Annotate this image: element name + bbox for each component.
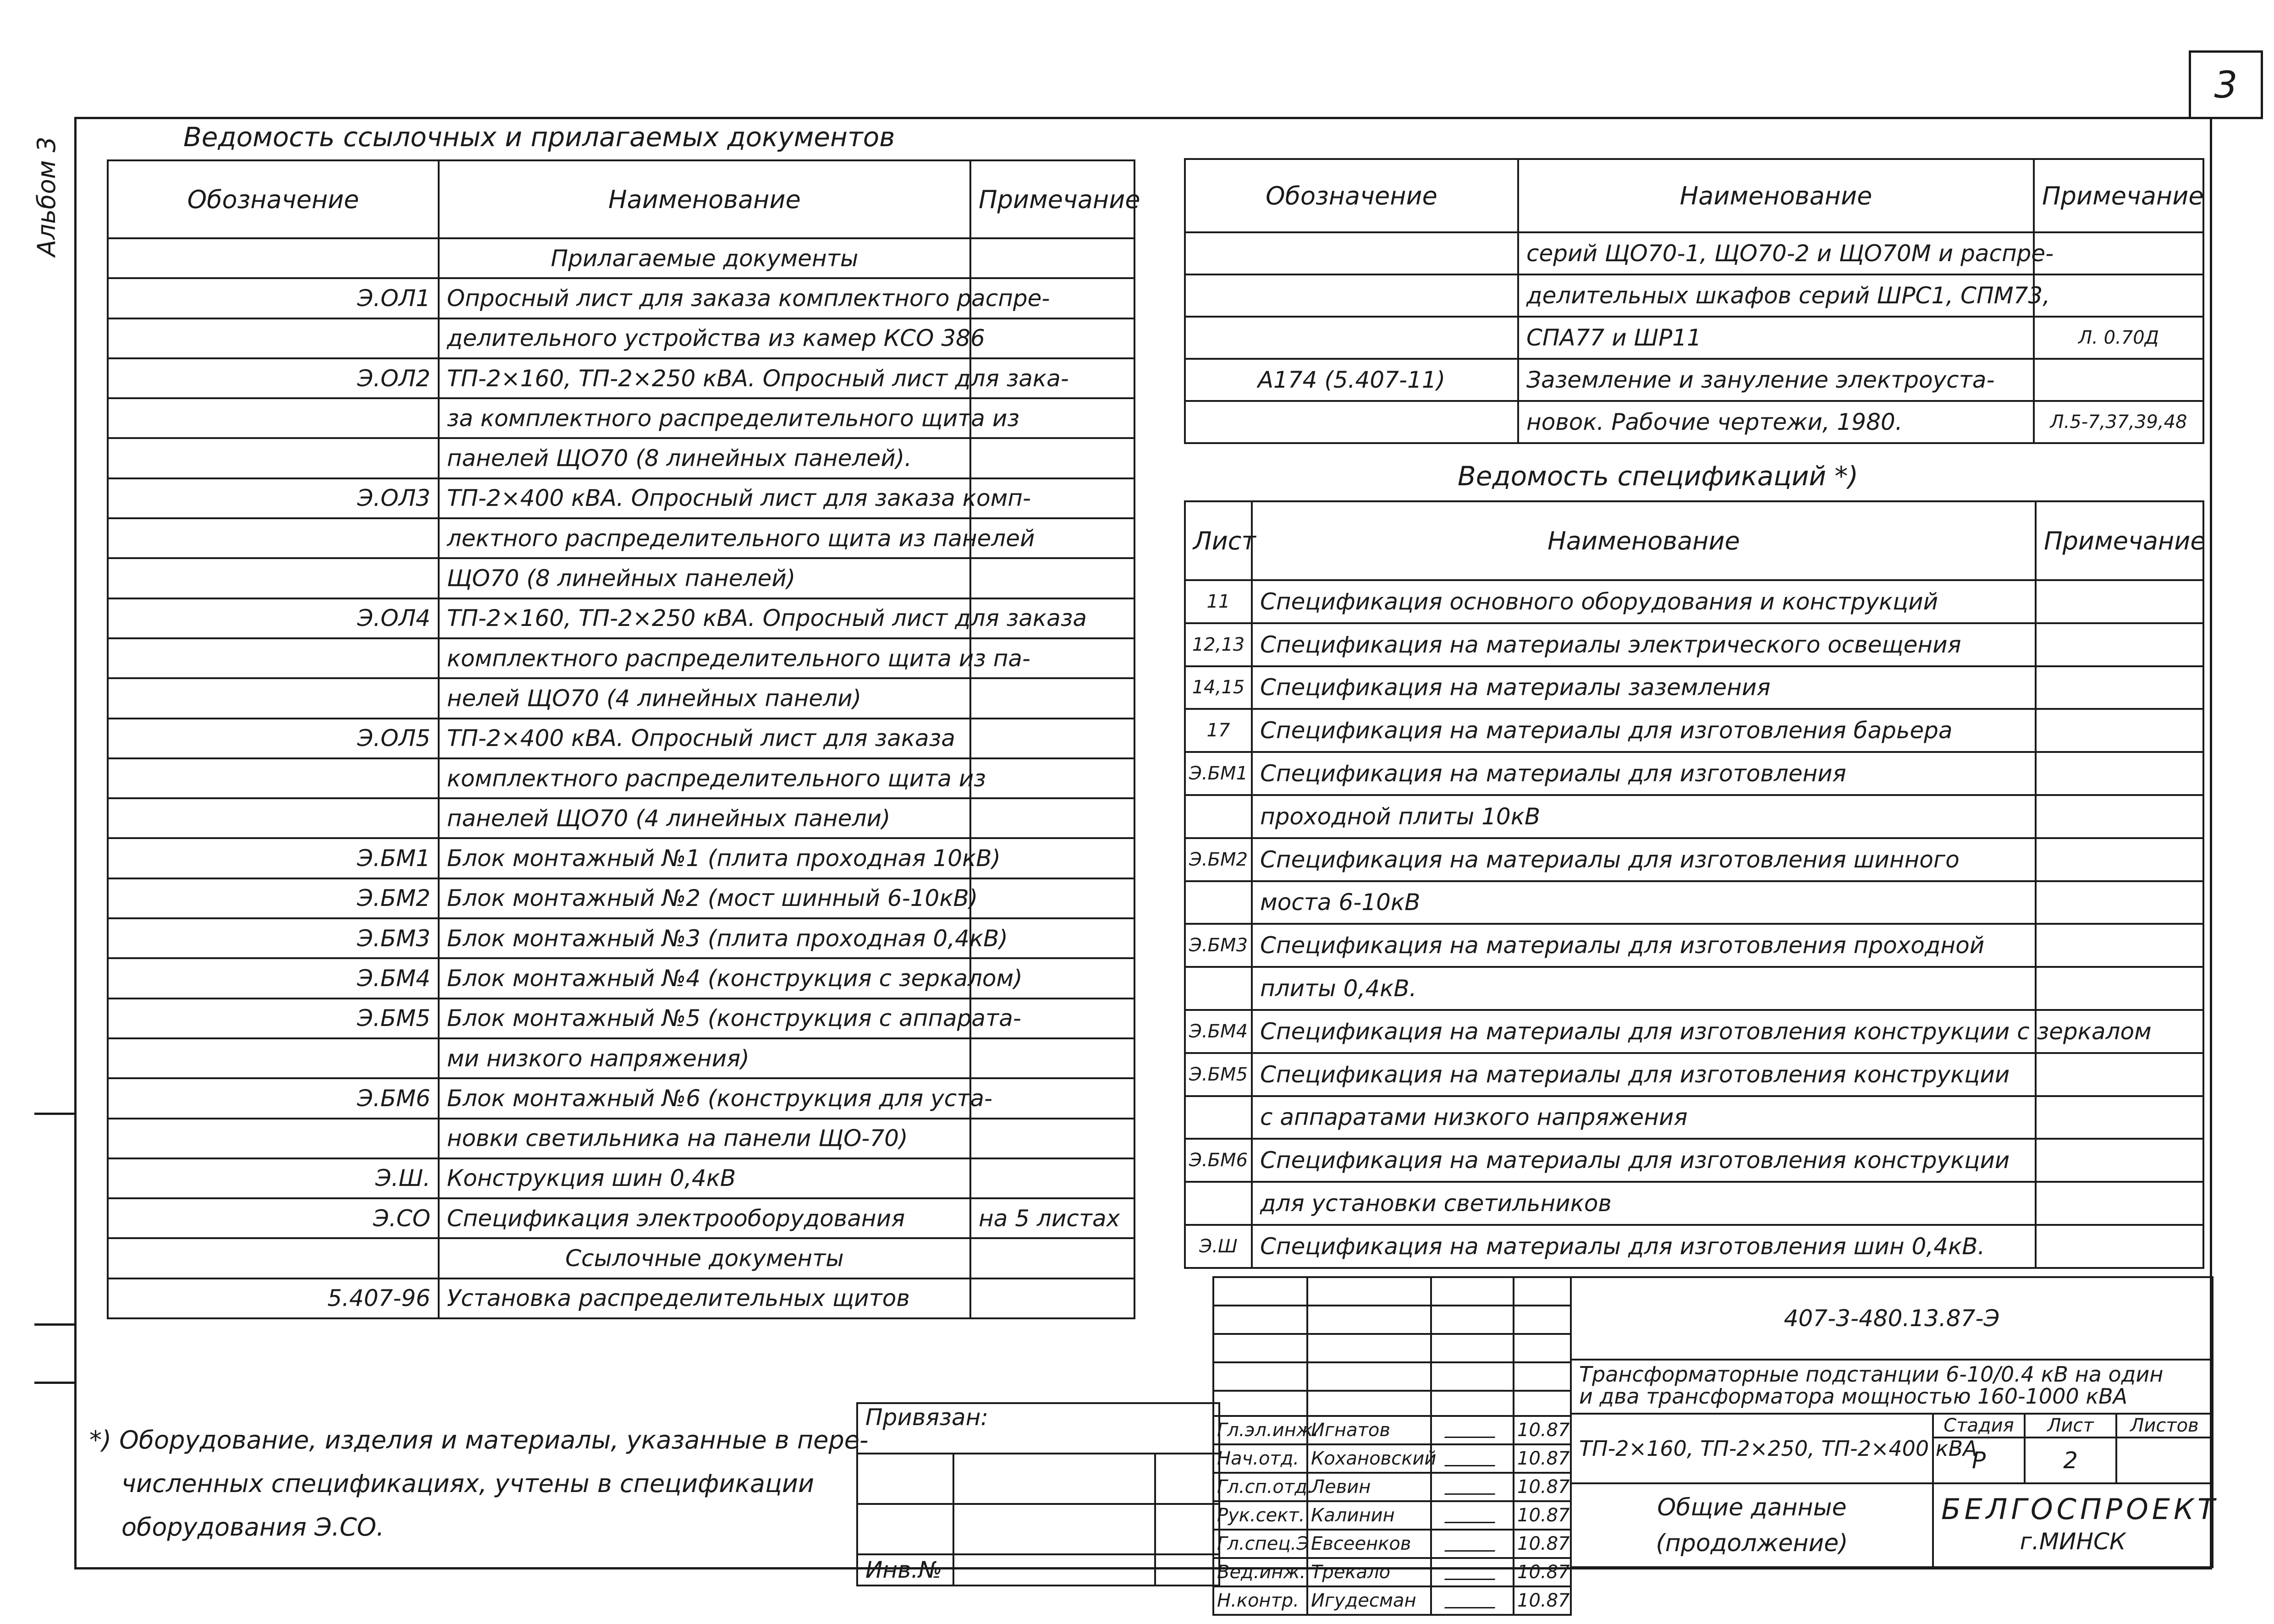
row-note bbox=[2036, 666, 2203, 709]
table-row bbox=[1185, 580, 2203, 623]
footnote-line: *) Оборудование, изделия и материалы, указанные в пере- bbox=[89, 1426, 869, 1454]
row-sheet bbox=[1185, 1096, 1252, 1139]
table-row bbox=[1185, 666, 2203, 709]
row-name: Спецификация на материалы для изготовления конструкции bbox=[1252, 1139, 2036, 1182]
row-code bbox=[1185, 317, 1518, 359]
row-note: на 5 листах bbox=[970, 1198, 1134, 1238]
signer-role: Вед.инж. bbox=[1213, 1558, 1307, 1586]
signature-row bbox=[1213, 1501, 1571, 1530]
row-code bbox=[108, 678, 439, 718]
row-name: ТП-2×160, ТП-2×250 кВА. Опросный лист для зака- bbox=[439, 358, 970, 398]
handwritten-signature bbox=[1444, 1565, 1500, 1580]
signature-row bbox=[1213, 1444, 1571, 1473]
row-name: для установки светильников bbox=[1252, 1182, 2036, 1225]
row-name: серий ЩО70-1, ЩО70-2 и ЩО70М и распре- bbox=[1518, 232, 2034, 274]
row-name: ТП-2×160, ТП-2×250 кВА. Опросный лист для заказа bbox=[439, 598, 970, 638]
row-code: Э.БМ6 bbox=[108, 1078, 439, 1118]
table-row bbox=[108, 958, 1134, 998]
row-name: ЩО70 (8 линейных панелей) bbox=[439, 558, 970, 598]
table-row bbox=[108, 999, 1134, 1038]
table-row bbox=[1185, 1182, 2203, 1225]
row-sheet bbox=[1185, 795, 1252, 838]
sheet-corner-number: 3 bbox=[2189, 50, 2263, 119]
row-sheet: 14,15 bbox=[1185, 666, 1252, 709]
row-code bbox=[108, 238, 439, 278]
row-name: Спецификация на материалы для изготовления барьера bbox=[1252, 709, 2036, 752]
row-sheet: Э.БМ4 bbox=[1185, 1010, 1252, 1053]
row-name: Блок монтажный №1 (плита проходная 10кВ) bbox=[439, 838, 970, 878]
row-name: Спецификация электрооборудования bbox=[439, 1198, 970, 1238]
row-name: ТП-2×400 кВА. Опросный лист для заказа bbox=[439, 719, 970, 758]
row-name: ТП-2×400 кВА. Опросный лист для заказа комп- bbox=[439, 478, 970, 518]
table-row bbox=[1185, 317, 2203, 359]
table-row bbox=[108, 678, 1134, 718]
table-row bbox=[1185, 1225, 2203, 1268]
row-note bbox=[2036, 967, 2203, 1010]
signature-mark bbox=[1431, 1473, 1514, 1501]
row-sheet bbox=[1185, 1182, 1252, 1225]
table-row bbox=[108, 358, 1134, 398]
row-name: Спецификация на материалы для изготовления шин 0,4кВ. bbox=[1252, 1225, 2036, 1268]
row-code bbox=[108, 438, 439, 478]
row-note bbox=[2036, 709, 2203, 752]
signer-role: Гл.спец.Э bbox=[1213, 1530, 1307, 1558]
signature-row bbox=[1213, 1473, 1571, 1501]
row-note bbox=[970, 1038, 1134, 1078]
row-note bbox=[2036, 1139, 2203, 1182]
row-name: лектного распределительного щита из панелей bbox=[439, 518, 970, 558]
signature-mark bbox=[1431, 1501, 1514, 1530]
col-header-name: Наименование bbox=[1518, 159, 2034, 232]
table-row bbox=[1185, 967, 2203, 1010]
signature-row bbox=[1213, 1530, 1571, 1558]
table-row bbox=[108, 598, 1134, 638]
row-name: панелей ЩО70 (8 линейных панелей). bbox=[439, 438, 970, 478]
table-row bbox=[1185, 401, 2203, 443]
footnote-line: численных спецификациях, учтены в спецификации bbox=[121, 1469, 815, 1498]
row-code bbox=[1185, 274, 1518, 317]
row-name: Спецификация на материалы для изготовления конструкции bbox=[1252, 1053, 2036, 1096]
row-name: Спецификация на материалы заземления bbox=[1252, 666, 2036, 709]
document-number: 407-3-480.13.87-Э bbox=[1571, 1277, 2213, 1360]
col-header-code: Обозначение bbox=[1185, 159, 1518, 232]
organization-name: БЕЛГОСПРОЕКТ bbox=[1941, 1492, 2219, 1526]
row-name: СПА77 и ШР11 bbox=[1518, 317, 2034, 359]
left-table-title: Ведомость ссылочных и прилагаемых документов bbox=[183, 121, 895, 153]
row-code bbox=[1185, 401, 1518, 443]
table-row bbox=[1185, 1139, 2203, 1182]
row-sheet: Э.БМ2 bbox=[1185, 838, 1252, 881]
row-code bbox=[1185, 232, 1518, 274]
table-row bbox=[108, 1158, 1134, 1198]
table-row bbox=[108, 838, 1134, 878]
row-note bbox=[2036, 924, 2203, 967]
row-name: Конструкция шин 0,4кВ bbox=[439, 1158, 970, 1198]
table-row bbox=[108, 398, 1134, 438]
table-row bbox=[1185, 359, 2203, 401]
row-note bbox=[2036, 838, 2203, 881]
row-name: Блок монтажный №3 (плита проходная 0,4кВ) bbox=[439, 918, 970, 958]
signer-role: Рук.сект. bbox=[1213, 1501, 1307, 1530]
row-code bbox=[108, 398, 439, 438]
row-code bbox=[108, 318, 439, 358]
project-title-line: Трансформаторные подстанции 6-10/0.4 кВ на один bbox=[1579, 1362, 2164, 1387]
row-sheet: Э.БМ3 bbox=[1185, 924, 1252, 967]
table-row bbox=[108, 1038, 1134, 1078]
table-row bbox=[1185, 709, 2203, 752]
row-name: плиты 0,4кВ. bbox=[1252, 967, 2036, 1010]
col-header-code: Обозначение bbox=[108, 160, 439, 238]
row-sheet: Э.Ш bbox=[1185, 1225, 1252, 1268]
row-name: Блок монтажный №4 (конструкция с зеркалом) bbox=[439, 958, 970, 998]
signer-role: Нач.отд. bbox=[1213, 1444, 1307, 1473]
row-note: Л.5-7,37,39,48 bbox=[2034, 401, 2203, 443]
col-header-name: Наименование bbox=[1252, 501, 2036, 580]
row-note bbox=[970, 318, 1134, 358]
row-note bbox=[2036, 1182, 2203, 1225]
margin-tick bbox=[34, 1113, 76, 1115]
signer-role: Гл.эл.инж. bbox=[1213, 1416, 1307, 1444]
row-code: Э.Ш. bbox=[108, 1158, 439, 1198]
row-name: делительных шкафов серий ШРС1, СПМ73, bbox=[1518, 274, 2034, 317]
row-sheet: 11 bbox=[1185, 580, 1252, 623]
row-name: новки светильника на панели ЩО-70) bbox=[439, 1119, 970, 1158]
table-row bbox=[108, 719, 1134, 758]
row-code bbox=[108, 518, 439, 558]
signer-name: Трекало bbox=[1307, 1558, 1431, 1586]
signature-mark bbox=[1431, 1586, 1514, 1615]
handwritten-signature bbox=[1444, 1593, 1500, 1608]
row-name: ми низкого напряжения) bbox=[439, 1038, 970, 1078]
row-name: Спецификация на материалы для изготовления bbox=[1252, 752, 2036, 795]
table-row bbox=[1185, 924, 2203, 967]
section-heading: Прилагаемые документы bbox=[439, 238, 970, 278]
signer-role: Н.контр. bbox=[1213, 1586, 1307, 1615]
signer-name: Игнатов bbox=[1307, 1416, 1431, 1444]
sign-date: 10.87 bbox=[1514, 1444, 1571, 1473]
row-code: Э.ОЛ3 bbox=[108, 478, 439, 518]
binding-box bbox=[856, 1402, 1220, 1586]
row-name: делительного устройства из камер КСО 386 bbox=[439, 318, 970, 358]
row-sheet: 12,13 bbox=[1185, 623, 1252, 666]
table-row bbox=[108, 558, 1134, 598]
row-code: А174 (5.407-11) bbox=[1185, 359, 1518, 401]
col-header-sheet: Лист bbox=[1185, 501, 1252, 580]
sign-date: 10.87 bbox=[1514, 1473, 1571, 1501]
table-row bbox=[108, 758, 1134, 798]
footnote bbox=[89, 1418, 869, 1549]
row-name: Спецификация на материалы электрического освещения bbox=[1252, 623, 2036, 666]
footnote-line: оборудования Э.СО. bbox=[121, 1513, 385, 1542]
signer-name: Левин bbox=[1307, 1473, 1431, 1501]
sign-date: 10.87 bbox=[1514, 1558, 1571, 1586]
signature-block bbox=[1212, 1276, 1572, 1616]
row-code: Э.ОЛ2 bbox=[108, 358, 439, 398]
table-row bbox=[1185, 623, 2203, 666]
row-name: моста 6-10кВ bbox=[1252, 881, 2036, 924]
table-row bbox=[108, 638, 1134, 678]
signer-name: Калинин bbox=[1307, 1501, 1431, 1530]
row-sheet bbox=[1185, 967, 1252, 1010]
row-note bbox=[970, 1238, 1134, 1278]
signature-mark bbox=[1431, 1530, 1514, 1558]
table-row bbox=[108, 1119, 1134, 1158]
signer-role: Гл.сп.отд. bbox=[1213, 1473, 1307, 1501]
row-note bbox=[970, 1078, 1134, 1118]
row-sheet bbox=[1185, 881, 1252, 924]
row-code bbox=[108, 1119, 439, 1158]
row-name: проходной плиты 10кВ bbox=[1252, 795, 2036, 838]
sheet-title-line: Общие данные bbox=[1657, 1493, 1847, 1521]
row-note bbox=[970, 238, 1134, 278]
row-name: Спецификация основного оборудования и конструкций bbox=[1252, 580, 2036, 623]
row-code: Э.БМ1 bbox=[108, 838, 439, 878]
signature-row bbox=[1213, 1558, 1571, 1586]
table-row bbox=[108, 238, 1134, 278]
references-table-continued bbox=[1184, 158, 2204, 444]
row-code: Э.ОЛ5 bbox=[108, 719, 439, 758]
signature-row bbox=[1213, 1416, 1571, 1444]
inv-label: Инв.№ bbox=[857, 1554, 953, 1586]
col-header-note: Примечание bbox=[970, 160, 1134, 238]
table-row bbox=[1185, 1010, 2203, 1053]
row-note bbox=[970, 878, 1134, 918]
col-header-name: Наименование bbox=[439, 160, 970, 238]
margin-tick bbox=[34, 1382, 76, 1384]
margin-tick bbox=[34, 1323, 76, 1326]
organization bbox=[1933, 1483, 2219, 1567]
privyazan-label: Привязан: bbox=[857, 1403, 1219, 1454]
section-heading: Ссылочные документы bbox=[439, 1238, 970, 1278]
row-name: Блок монтажный №5 (конструкция с аппарата- bbox=[439, 999, 970, 1038]
title-block bbox=[1570, 1276, 2219, 1568]
row-name: Установка распределительных щитов bbox=[439, 1278, 970, 1318]
row-name: комплектного распределительного щита из па- bbox=[439, 638, 970, 678]
row-code bbox=[108, 638, 439, 678]
row-note bbox=[2036, 623, 2203, 666]
album-label: Альбом 3 bbox=[32, 137, 61, 257]
row-note bbox=[2036, 795, 2203, 838]
table-row bbox=[1185, 1053, 2203, 1096]
sign-date: 10.87 bbox=[1514, 1586, 1571, 1615]
row-name: с аппаратами низкого напряжения bbox=[1252, 1096, 2036, 1139]
row-sheet: Э.БМ6 bbox=[1185, 1139, 1252, 1182]
table-row bbox=[108, 1238, 1134, 1278]
row-sheet: 17 bbox=[1185, 709, 1252, 752]
row-note bbox=[970, 798, 1134, 838]
row-name: Опросный лист для заказа комплектного распре- bbox=[439, 278, 970, 318]
sheet-title bbox=[1571, 1483, 1933, 1567]
row-note bbox=[970, 558, 1134, 598]
row-note bbox=[2034, 359, 2203, 401]
row-name: нелей ЩО70 (4 линейных панели) bbox=[439, 678, 970, 718]
row-code: Э.БМ4 bbox=[108, 958, 439, 998]
row-note bbox=[2036, 881, 2203, 924]
sign-date: 10.87 bbox=[1514, 1501, 1571, 1530]
row-name: за комплектного распределительного щита из bbox=[439, 398, 970, 438]
row-note bbox=[2036, 1096, 2203, 1139]
table-row bbox=[108, 918, 1134, 958]
organization-city: г.МИНСК bbox=[2020, 1528, 2126, 1555]
signature-mark bbox=[1431, 1416, 1514, 1444]
row-note bbox=[970, 438, 1134, 478]
table-row bbox=[108, 878, 1134, 918]
table-row bbox=[108, 798, 1134, 838]
row-name: комплектного распределительного щита из bbox=[439, 758, 970, 798]
row-code: Э.БМ3 bbox=[108, 918, 439, 958]
row-name: Блок монтажный №6 (конструкция для уста- bbox=[439, 1078, 970, 1118]
table-row bbox=[1185, 1096, 2203, 1139]
table-row bbox=[108, 438, 1134, 478]
table-row bbox=[1185, 232, 2203, 274]
row-code bbox=[108, 1038, 439, 1078]
table-row bbox=[108, 318, 1134, 358]
col-header-note: Примечание bbox=[2034, 159, 2203, 232]
signer-name: Кохановский bbox=[1307, 1444, 1431, 1473]
sheet-label: Лист bbox=[2025, 1414, 2116, 1437]
table-row bbox=[108, 478, 1134, 518]
row-sheet: Э.БМ1 bbox=[1185, 752, 1252, 795]
row-name: новок. Рабочие чертежи, 1980. bbox=[1518, 401, 2034, 443]
handwritten-signature bbox=[1444, 1451, 1500, 1466]
sheets-value bbox=[2116, 1437, 2213, 1483]
row-note bbox=[970, 1278, 1134, 1318]
table-row bbox=[108, 278, 1134, 318]
row-code bbox=[108, 558, 439, 598]
row-note bbox=[970, 1119, 1134, 1158]
row-note bbox=[970, 678, 1134, 718]
row-code bbox=[108, 798, 439, 838]
row-name: Заземление и зануление электроуста- bbox=[1518, 359, 2034, 401]
signature-mark bbox=[1431, 1558, 1514, 1586]
row-note: Л. 0.70Д bbox=[2034, 317, 2203, 359]
signer-name: Игудесман bbox=[1307, 1586, 1431, 1615]
row-name: Спецификация на материалы для изготовления конструкции с зеркалом bbox=[1252, 1010, 2036, 1053]
row-name: Спецификация на материалы для изготовления проходной bbox=[1252, 924, 2036, 967]
handwritten-signature bbox=[1444, 1536, 1500, 1552]
row-code bbox=[108, 1238, 439, 1278]
row-code bbox=[108, 758, 439, 798]
table-row bbox=[108, 1278, 1134, 1318]
stage-label: Стадия bbox=[1933, 1414, 2025, 1437]
table-row bbox=[108, 1198, 1134, 1238]
sign-date: 10.87 bbox=[1514, 1530, 1571, 1558]
handwritten-signature bbox=[1444, 1480, 1500, 1495]
row-note bbox=[2034, 232, 2203, 274]
handwritten-signature bbox=[1444, 1508, 1500, 1523]
sheet-title-line: (продолжение) bbox=[1656, 1529, 1848, 1557]
table-row bbox=[1185, 274, 2203, 317]
col-header-note: Примечание bbox=[2036, 501, 2203, 580]
row-note bbox=[2036, 1053, 2203, 1096]
signer-name: Евсеенков bbox=[1307, 1530, 1431, 1558]
row-sheet: Э.БМ5 bbox=[1185, 1053, 1252, 1096]
row-note bbox=[2034, 274, 2203, 317]
spec-table-title: Ведомость спецификаций *) bbox=[1458, 461, 1859, 492]
specifications-table bbox=[1184, 500, 2204, 1269]
row-code: Э.БМ2 bbox=[108, 878, 439, 918]
row-code: Э.ОЛ1 bbox=[108, 278, 439, 318]
sign-date: 10.87 bbox=[1514, 1416, 1571, 1444]
row-code: Э.БМ5 bbox=[108, 999, 439, 1038]
signature-mark bbox=[1431, 1444, 1514, 1473]
row-note bbox=[970, 1158, 1134, 1198]
row-note bbox=[970, 758, 1134, 798]
table-row bbox=[1185, 881, 2203, 924]
table-row bbox=[1185, 752, 2203, 795]
row-name: панелей ЩО70 (4 линейных панели) bbox=[439, 798, 970, 838]
variant: ТП-2×160, ТП-2×250, ТП-2×400 кВА bbox=[1571, 1414, 1933, 1483]
sheets-label: Листов bbox=[2116, 1414, 2213, 1437]
references-table bbox=[107, 159, 1140, 1319]
row-note bbox=[2036, 580, 2203, 623]
stage-value: Р bbox=[1933, 1437, 2025, 1483]
table-row bbox=[1185, 795, 2203, 838]
sheet-value: 2 bbox=[2025, 1437, 2116, 1483]
project-title bbox=[1571, 1360, 2213, 1414]
row-name: Блок монтажный №2 (мост шинный 6-10кВ) bbox=[439, 878, 970, 918]
table-row bbox=[108, 518, 1134, 558]
table-row bbox=[108, 1078, 1134, 1118]
table-row bbox=[1185, 838, 2203, 881]
signature-row bbox=[1213, 1586, 1571, 1615]
row-note bbox=[2036, 1225, 2203, 1268]
handwritten-signature bbox=[1444, 1423, 1500, 1438]
project-title-line: и два трансформатора мощностью 160-1000 кВА bbox=[1579, 1384, 2128, 1409]
row-note bbox=[2036, 752, 2203, 795]
row-code: Э.СО bbox=[108, 1198, 439, 1238]
row-name: Спецификация на материалы для изготовления шинного bbox=[1252, 838, 2036, 881]
row-note bbox=[970, 719, 1134, 758]
row-code: 5.407-96 bbox=[108, 1278, 439, 1318]
row-code: Э.ОЛ4 bbox=[108, 598, 439, 638]
